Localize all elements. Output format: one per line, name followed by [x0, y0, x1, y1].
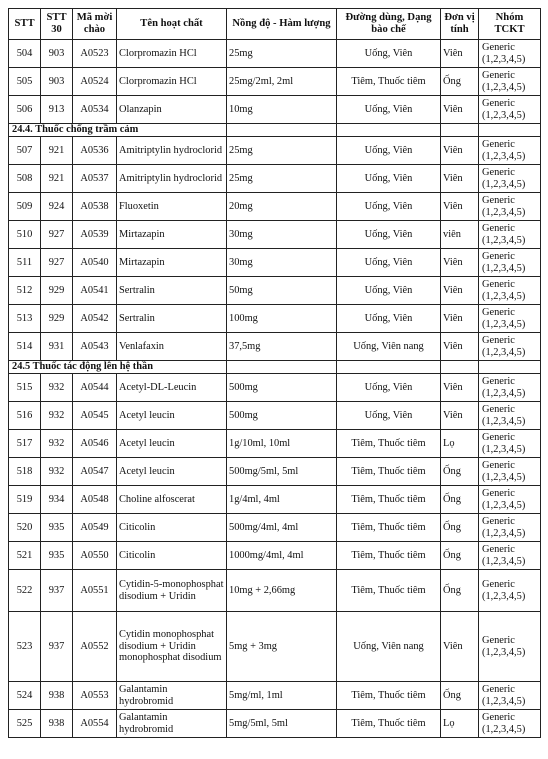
table-row	[9, 96, 541, 124]
cell-concentration: 30mg	[227, 249, 337, 277]
cell-name: Cytidin monophosphat disodium + Uridin monophosphat disodium	[117, 612, 227, 682]
table-row	[9, 682, 541, 710]
cell-concentration: 25mg	[227, 137, 337, 165]
cell-group: Generic (1,2,3,4,5)	[479, 165, 541, 193]
cell-stt: 522	[9, 570, 41, 612]
cell-concentration: 500mg/4ml, 4ml	[227, 514, 337, 542]
cell-concentration: 5mg + 3mg	[227, 612, 337, 682]
cell-stt30: 913	[41, 96, 73, 124]
cell-name: Amitriptylin hydroclorid	[117, 165, 227, 193]
cell-route: Uống, Viên	[337, 221, 441, 249]
cell-unit: Ống	[441, 570, 479, 612]
cell-stt30: 932	[41, 430, 73, 458]
cell-stt: 519	[9, 486, 41, 514]
cell-stt30: 932	[41, 374, 73, 402]
header-row	[9, 9, 541, 40]
cell-route: Uống, Viên	[337, 137, 441, 165]
cell-group: Generic (1,2,3,4,5)	[479, 710, 541, 738]
cell-group: Generic (1,2,3,4,5)	[479, 96, 541, 124]
cell-concentration: 37,5mg	[227, 333, 337, 361]
page	[8, 8, 540, 738]
cell-unit: Viên	[441, 305, 479, 333]
table-row	[9, 570, 541, 612]
cell-stt: 504	[9, 40, 41, 68]
cell-route: Uống, Viên	[337, 402, 441, 430]
header-unit: Đơn vị tính	[441, 9, 479, 40]
header-stt30: STT 30	[41, 9, 73, 40]
cell-stt: 518	[9, 458, 41, 486]
cell-code: A0542	[73, 305, 117, 333]
cell-unit: Viên	[441, 402, 479, 430]
cell-code: A0523	[73, 40, 117, 68]
header-route: Đường dùng, Dạng bào chế	[337, 9, 441, 40]
cell-concentration: 5mg/ml, 1ml	[227, 682, 337, 710]
cell-code: A0547	[73, 458, 117, 486]
section-empty-cell	[441, 124, 479, 137]
cell-concentration: 10mg	[227, 96, 337, 124]
cell-stt30: 903	[41, 40, 73, 68]
cell-concentration: 500mg/5ml, 5ml	[227, 458, 337, 486]
cell-name: Acetyl leucin	[117, 430, 227, 458]
cell-stt: 513	[9, 305, 41, 333]
cell-name: Fluoxetin	[117, 193, 227, 221]
cell-group: Generic (1,2,3,4,5)	[479, 221, 541, 249]
cell-concentration: 25mg	[227, 165, 337, 193]
cell-route: Uống, Viên	[337, 96, 441, 124]
table-row	[9, 40, 541, 68]
table-row	[9, 486, 541, 514]
cell-stt30: 932	[41, 402, 73, 430]
cell-code: A0534	[73, 96, 117, 124]
cell-stt: 521	[9, 542, 41, 570]
table-row	[9, 374, 541, 402]
cell-code: A0539	[73, 221, 117, 249]
section-empty-cell	[337, 124, 441, 137]
cell-code: A0549	[73, 514, 117, 542]
cell-unit: Viên	[441, 193, 479, 221]
cell-unit: Ống	[441, 682, 479, 710]
cell-unit: Viên	[441, 374, 479, 402]
cell-code: A0541	[73, 277, 117, 305]
cell-route: Tiêm, Thuốc tiêm	[337, 682, 441, 710]
cell-name: Olanzapin	[117, 96, 227, 124]
cell-name: Citicolin	[117, 542, 227, 570]
cell-code: A0538	[73, 193, 117, 221]
cell-code: A0544	[73, 374, 117, 402]
table-row	[9, 277, 541, 305]
cell-code: A0553	[73, 682, 117, 710]
cell-name: Sertralin	[117, 277, 227, 305]
table-row	[9, 249, 541, 277]
cell-group: Generic (1,2,3,4,5)	[479, 612, 541, 682]
cell-code: A0537	[73, 165, 117, 193]
cell-stt30: 934	[41, 486, 73, 514]
table-row	[9, 458, 541, 486]
cell-stt30: 937	[41, 570, 73, 612]
cell-unit: Viên	[441, 96, 479, 124]
cell-unit: Ống	[441, 458, 479, 486]
header-concentration: Nồng độ - Hàm lượng	[227, 9, 337, 40]
cell-group: Generic (1,2,3,4,5)	[479, 193, 541, 221]
cell-route: Uống, Viên	[337, 374, 441, 402]
cell-name: Acetyl leucin	[117, 458, 227, 486]
cell-code: A0552	[73, 612, 117, 682]
cell-name: Galantamin hydrobromid	[117, 682, 227, 710]
cell-stt: 525	[9, 710, 41, 738]
cell-route: Uống, Viên	[337, 305, 441, 333]
cell-stt30: 929	[41, 305, 73, 333]
cell-name: Mirtazapin	[117, 249, 227, 277]
header-name: Tên hoạt chất	[117, 9, 227, 40]
cell-route: Tiêm, Thuốc tiêm	[337, 68, 441, 96]
cell-code: A0550	[73, 542, 117, 570]
cell-group: Generic (1,2,3,4,5)	[479, 374, 541, 402]
cell-stt: 510	[9, 221, 41, 249]
cell-name: Venlafaxin	[117, 333, 227, 361]
cell-route: Tiêm, Thuốc tiêm	[337, 430, 441, 458]
cell-concentration: 25mg	[227, 40, 337, 68]
cell-concentration: 10mg + 2,66mg	[227, 570, 337, 612]
cell-name: Galantamin hydrobromid	[117, 710, 227, 738]
cell-route: Tiêm, Thuốc tiêm	[337, 570, 441, 612]
cell-unit: Lọ	[441, 430, 479, 458]
cell-stt: 517	[9, 430, 41, 458]
cell-stt: 512	[9, 277, 41, 305]
cell-unit: Viên	[441, 249, 479, 277]
cell-concentration: 5mg/5ml, 5ml	[227, 710, 337, 738]
cell-code: A0548	[73, 486, 117, 514]
cell-concentration: 30mg	[227, 221, 337, 249]
cell-unit: Ống	[441, 542, 479, 570]
cell-group: Generic (1,2,3,4,5)	[479, 68, 541, 96]
cell-concentration: 500mg	[227, 402, 337, 430]
table-row	[9, 542, 541, 570]
table-row	[9, 514, 541, 542]
cell-code: A0554	[73, 710, 117, 738]
section-empty-cell	[479, 124, 541, 137]
cell-name: Sertralin	[117, 305, 227, 333]
cell-stt30: 903	[41, 68, 73, 96]
cell-name: Mirtazapin	[117, 221, 227, 249]
table-row	[9, 165, 541, 193]
cell-stt30: 935	[41, 514, 73, 542]
cell-stt: 514	[9, 333, 41, 361]
cell-stt: 507	[9, 137, 41, 165]
cell-code: A0536	[73, 137, 117, 165]
cell-unit: Viên	[441, 612, 479, 682]
cell-group: Generic (1,2,3,4,5)	[479, 570, 541, 612]
cell-unit: Lọ	[441, 710, 479, 738]
cell-route: Tiêm, Thuốc tiêm	[337, 514, 441, 542]
cell-concentration: 20mg	[227, 193, 337, 221]
cell-stt30: 921	[41, 165, 73, 193]
cell-concentration: 500mg	[227, 374, 337, 402]
cell-concentration: 50mg	[227, 277, 337, 305]
table-row	[9, 137, 541, 165]
cell-concentration: 1g/10ml, 10ml	[227, 430, 337, 458]
cell-group: Generic (1,2,3,4,5)	[479, 277, 541, 305]
cell-stt: 505	[9, 68, 41, 96]
cell-code: A0524	[73, 68, 117, 96]
cell-group: Generic (1,2,3,4,5)	[479, 486, 541, 514]
table-row	[9, 710, 541, 738]
table-row	[9, 430, 541, 458]
cell-name: Citicolin	[117, 514, 227, 542]
cell-unit: Viên	[441, 165, 479, 193]
table-row	[9, 333, 541, 361]
cell-group: Generic (1,2,3,4,5)	[479, 430, 541, 458]
cell-stt: 511	[9, 249, 41, 277]
table-body	[9, 40, 541, 738]
section-empty-cell	[479, 361, 541, 374]
cell-unit: Viên	[441, 137, 479, 165]
section-empty-cell	[441, 361, 479, 374]
cell-code: A0545	[73, 402, 117, 430]
cell-group: Generic (1,2,3,4,5)	[479, 249, 541, 277]
cell-stt30: 937	[41, 612, 73, 682]
cell-route: Tiêm, Thuốc tiêm	[337, 458, 441, 486]
cell-stt: 509	[9, 193, 41, 221]
cell-group: Generic (1,2,3,4,5)	[479, 305, 541, 333]
section-title: 24.5 Thuốc tác động lên hệ thần	[9, 361, 227, 374]
cell-unit: Viên	[441, 277, 479, 305]
cell-unit: Ống	[441, 486, 479, 514]
cell-stt30: 938	[41, 682, 73, 710]
cell-route: Tiêm, Thuốc tiêm	[337, 486, 441, 514]
cell-name: Clorpromazin HCl	[117, 68, 227, 96]
cell-code: A0546	[73, 430, 117, 458]
table-row	[9, 193, 541, 221]
header-code: Mã mời chào	[73, 9, 117, 40]
cell-name: Choline alfoscerat	[117, 486, 227, 514]
cell-group: Generic (1,2,3,4,5)	[479, 514, 541, 542]
header-stt: STT	[9, 9, 41, 40]
cell-unit: Ống	[441, 68, 479, 96]
cell-stt: 524	[9, 682, 41, 710]
cell-group: Generic (1,2,3,4,5)	[479, 40, 541, 68]
cell-stt: 523	[9, 612, 41, 682]
cell-group: Generic (1,2,3,4,5)	[479, 542, 541, 570]
cell-concentration: 25mg/2ml, 2ml	[227, 68, 337, 96]
cell-group: Generic (1,2,3,4,5)	[479, 402, 541, 430]
cell-group: Generic (1,2,3,4,5)	[479, 333, 541, 361]
cell-concentration: 100mg	[227, 305, 337, 333]
cell-unit: Viên	[441, 333, 479, 361]
cell-code: A0543	[73, 333, 117, 361]
cell-concentration: 1000mg/4ml, 4ml	[227, 542, 337, 570]
cell-name: Amitriptylin hydroclorid	[117, 137, 227, 165]
table-row	[9, 305, 541, 333]
cell-stt30: 935	[41, 542, 73, 570]
drug-table	[8, 8, 541, 738]
cell-route: Uống, Viên nang	[337, 333, 441, 361]
cell-concentration: 1g/4ml, 4ml	[227, 486, 337, 514]
cell-route: Tiêm, Thuốc tiêm	[337, 710, 441, 738]
cell-group: Generic (1,2,3,4,5)	[479, 682, 541, 710]
section-row	[9, 361, 541, 374]
cell-name: Acetyl leucin	[117, 402, 227, 430]
cell-name: Cytidin-5-monophosphat disodium + Uridin	[117, 570, 227, 612]
section-empty-cell	[227, 361, 337, 374]
cell-route: Uống, Viên	[337, 165, 441, 193]
cell-stt: 520	[9, 514, 41, 542]
cell-stt30: 938	[41, 710, 73, 738]
cell-group: Generic (1,2,3,4,5)	[479, 458, 541, 486]
cell-name: Clorpromazin HCl	[117, 40, 227, 68]
table-row	[9, 68, 541, 96]
section-title: 24.4. Thuốc chống trầm cảm	[9, 124, 227, 137]
cell-stt30: 924	[41, 193, 73, 221]
cell-stt: 506	[9, 96, 41, 124]
table-row	[9, 612, 541, 682]
cell-stt: 508	[9, 165, 41, 193]
table-row	[9, 402, 541, 430]
cell-code: A0540	[73, 249, 117, 277]
section-row	[9, 124, 541, 137]
cell-stt30: 927	[41, 249, 73, 277]
cell-route: Uống, Viên nang	[337, 612, 441, 682]
cell-stt: 515	[9, 374, 41, 402]
cell-stt30: 927	[41, 221, 73, 249]
cell-stt30: 929	[41, 277, 73, 305]
cell-route: Uống, Viên	[337, 193, 441, 221]
cell-route: Uống, Viên	[337, 40, 441, 68]
section-empty-cell	[337, 361, 441, 374]
section-empty-cell	[227, 124, 337, 137]
header-group: Nhóm TCKT	[479, 9, 541, 40]
cell-stt: 516	[9, 402, 41, 430]
cell-unit: Viên	[441, 40, 479, 68]
cell-group: Generic (1,2,3,4,5)	[479, 137, 541, 165]
cell-route: Uống, Viên	[337, 249, 441, 277]
cell-unit: Ống	[441, 514, 479, 542]
cell-route: Uống, Viên	[337, 277, 441, 305]
cell-code: A0551	[73, 570, 117, 612]
cell-name: Acetyl-DL-Leucin	[117, 374, 227, 402]
cell-route: Tiêm, Thuốc tiêm	[337, 542, 441, 570]
table-row	[9, 221, 541, 249]
cell-stt30: 931	[41, 333, 73, 361]
cell-unit: viên	[441, 221, 479, 249]
cell-stt30: 932	[41, 458, 73, 486]
cell-stt30: 921	[41, 137, 73, 165]
